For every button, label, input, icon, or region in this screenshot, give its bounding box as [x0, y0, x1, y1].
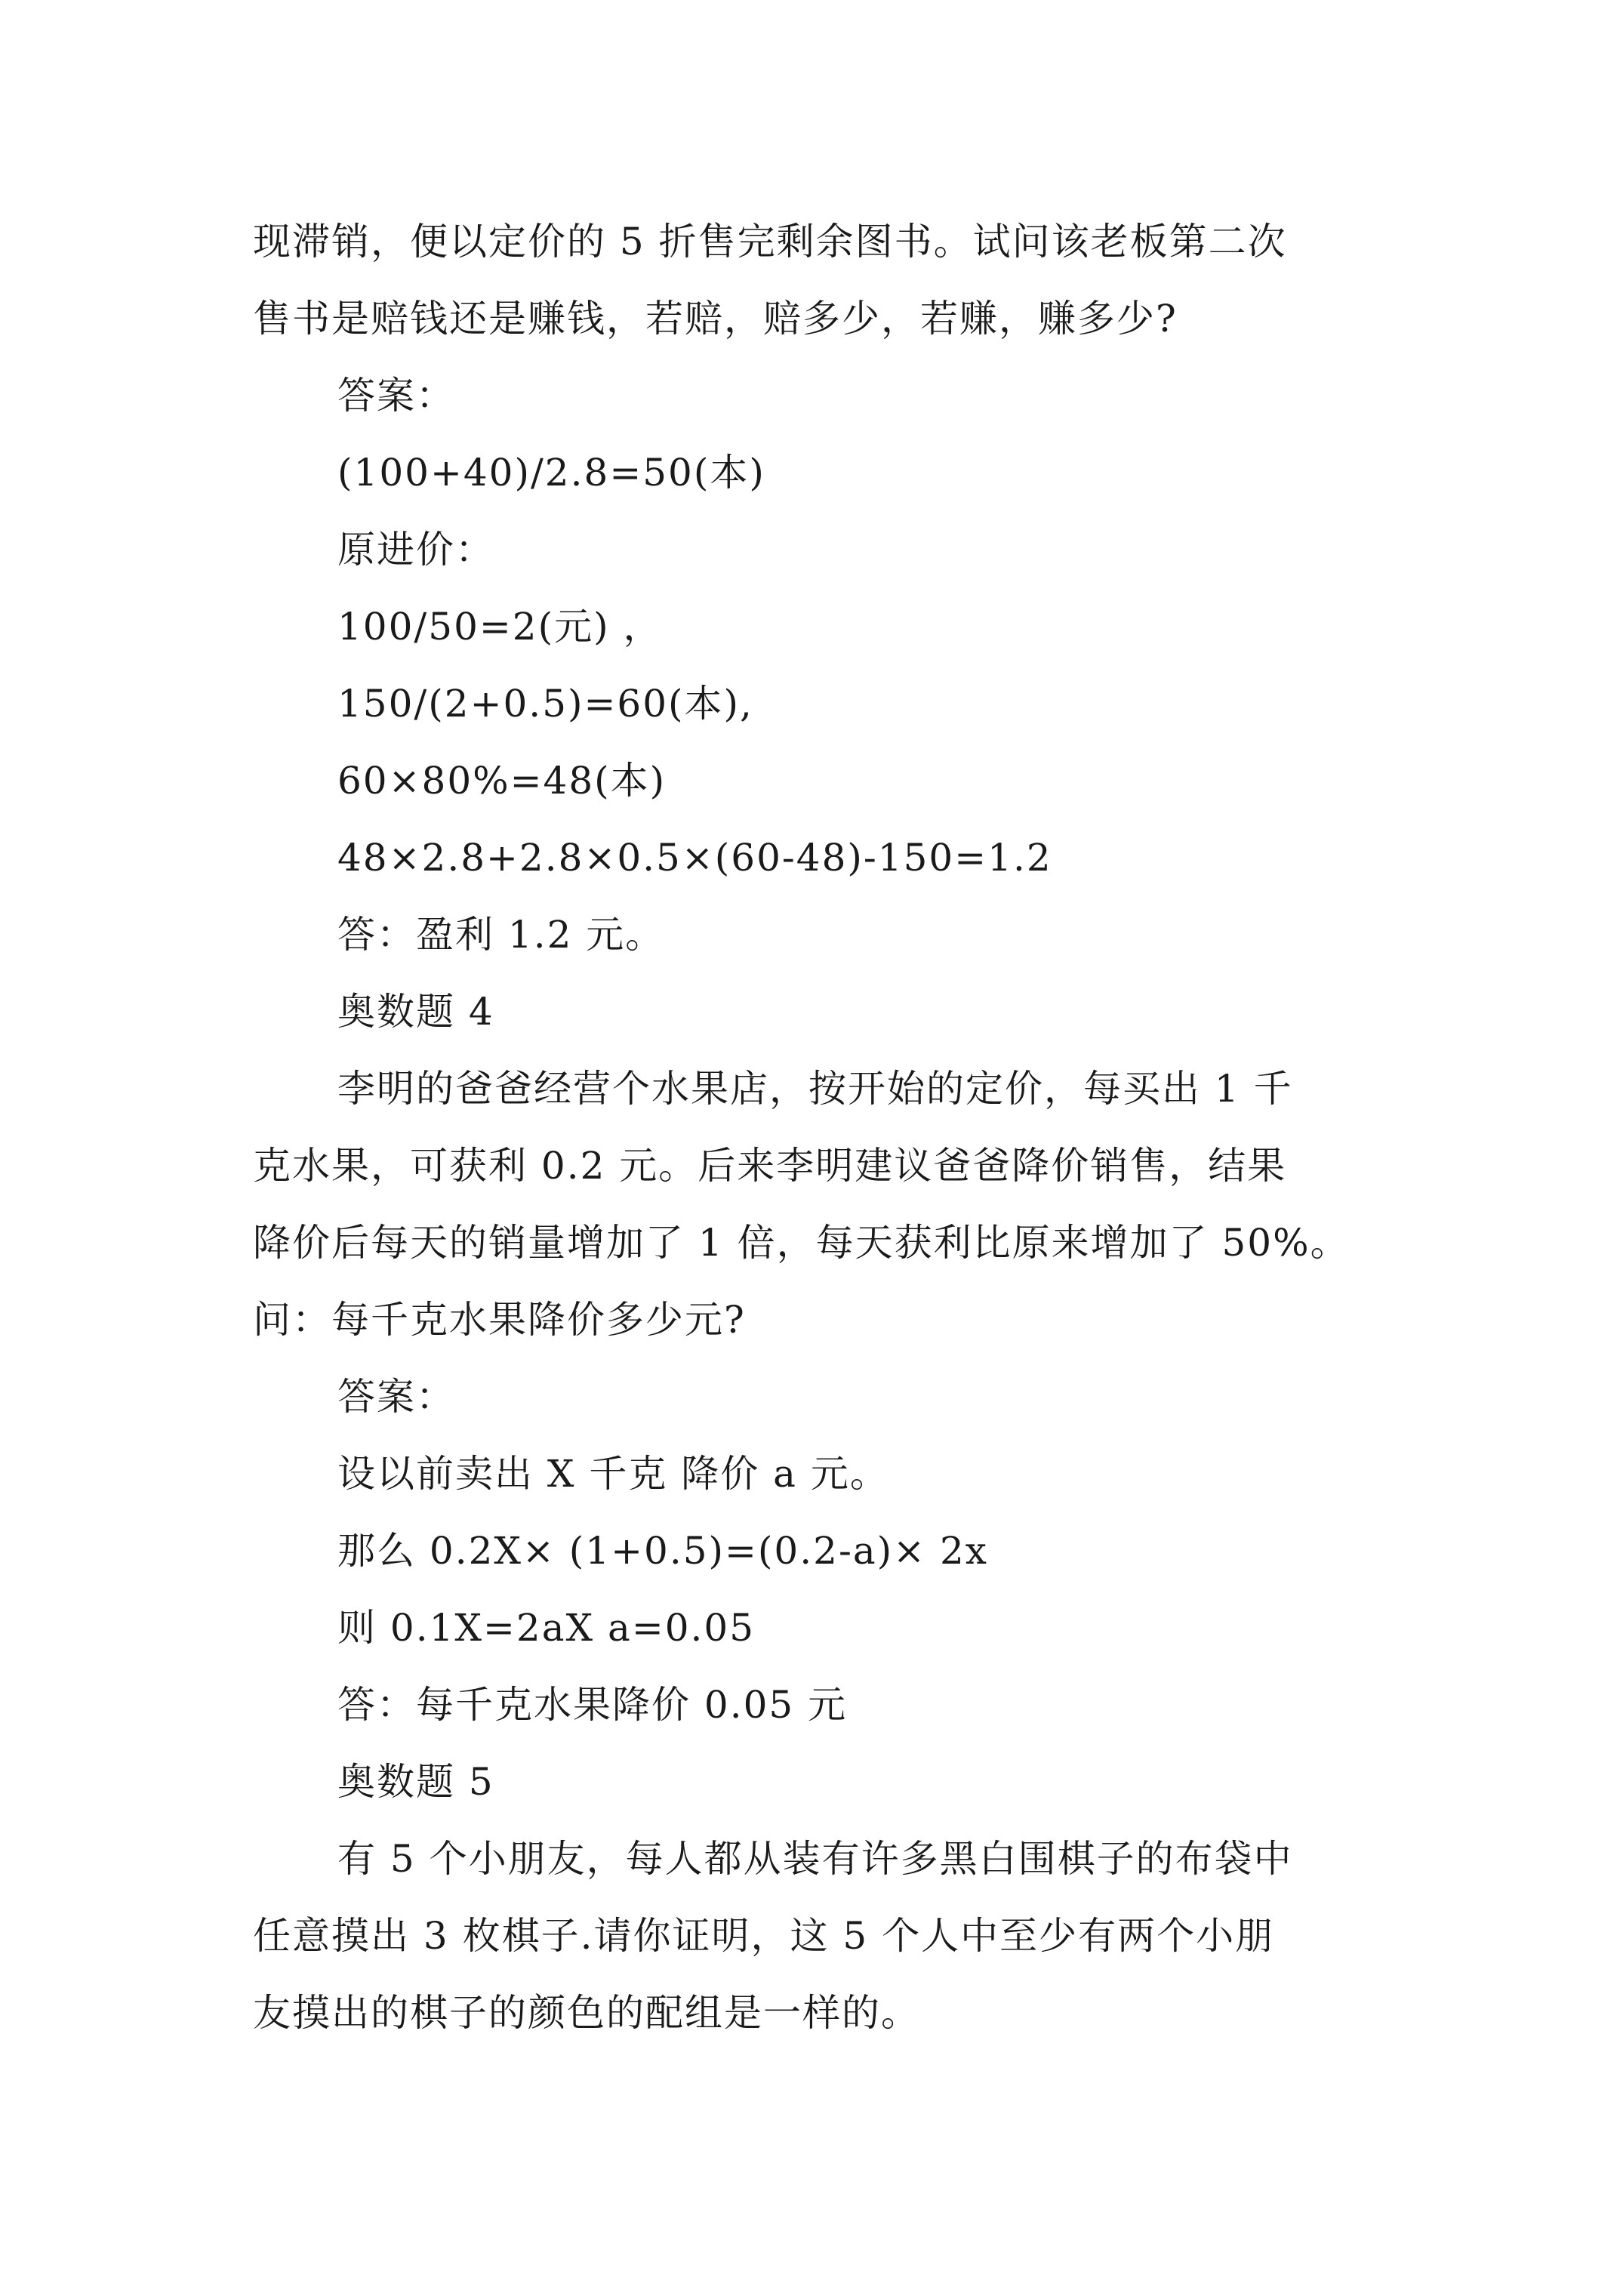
text-line-12: 李明的爸爸经营个水果店，按开始的定价，每买出 1 千 — [337, 1067, 1293, 1111]
problem-heading: 奥数题 5 — [337, 1760, 494, 1804]
answer-line: 答：每千克水果降价 0.05 元 — [337, 1683, 848, 1727]
formula-line: (100+40)/2.8=50(本) — [337, 451, 765, 495]
formula-line: 则 0.1X=2aX a=0.05 — [337, 1606, 756, 1650]
text-line-13: 克水果，可获利 0.2 元。后来李明建议爸爸降价销售，结果 — [253, 1144, 1287, 1188]
formula-line: 150/(2+0.5)=60(本), — [337, 682, 753, 726]
text-line-22: 有 5 个小朋友，每人都从装有许多黑白围棋子的布袋中 — [337, 1837, 1293, 1881]
text-line-17: 设以前卖出 X 千克 降价 a 元。 — [337, 1452, 889, 1496]
formula-line: 48×2.8+2.8×0.5×(60-48)-150=1.2 — [337, 836, 1052, 880]
formula-line: 60×80%=48(本) — [337, 759, 667, 803]
text-line-15: 问：每千克水果降价多少元? — [253, 1298, 746, 1342]
text-line-23: 任意摸出 3 枚棋子.请你证明，这 5 个人中至少有两个小朋 — [253, 1914, 1275, 1958]
text-line-24: 友摸出的棋子的颜色的配组是一样的。 — [253, 1991, 920, 2035]
answer-line: 答：盈利 1.2 元。 — [337, 913, 665, 957]
problem-heading: 奥数题 4 — [337, 990, 494, 1034]
text-line-1: 现滞销，便以定价的 5 折售完剩余图书。试问该老板第二次 — [253, 220, 1287, 264]
text-line-14: 降价后每天的销量增加了 1 倍，每天获利比原来增加了 50%。 — [253, 1221, 1350, 1265]
formula-line: 100/50=2(元) ， — [337, 605, 663, 649]
text-line-2: 售书是赔钱还是赚钱，若赔，赔多少，若赚，赚多少? — [253, 297, 1178, 341]
formula-line: 那么 0.2X× (1+0.5)=(0.2-a)× 2x — [337, 1529, 988, 1573]
text-line-5: 原进价： — [337, 528, 494, 572]
answer-heading: 答案： — [337, 1375, 455, 1419]
answer-heading: 答案： — [337, 374, 455, 418]
